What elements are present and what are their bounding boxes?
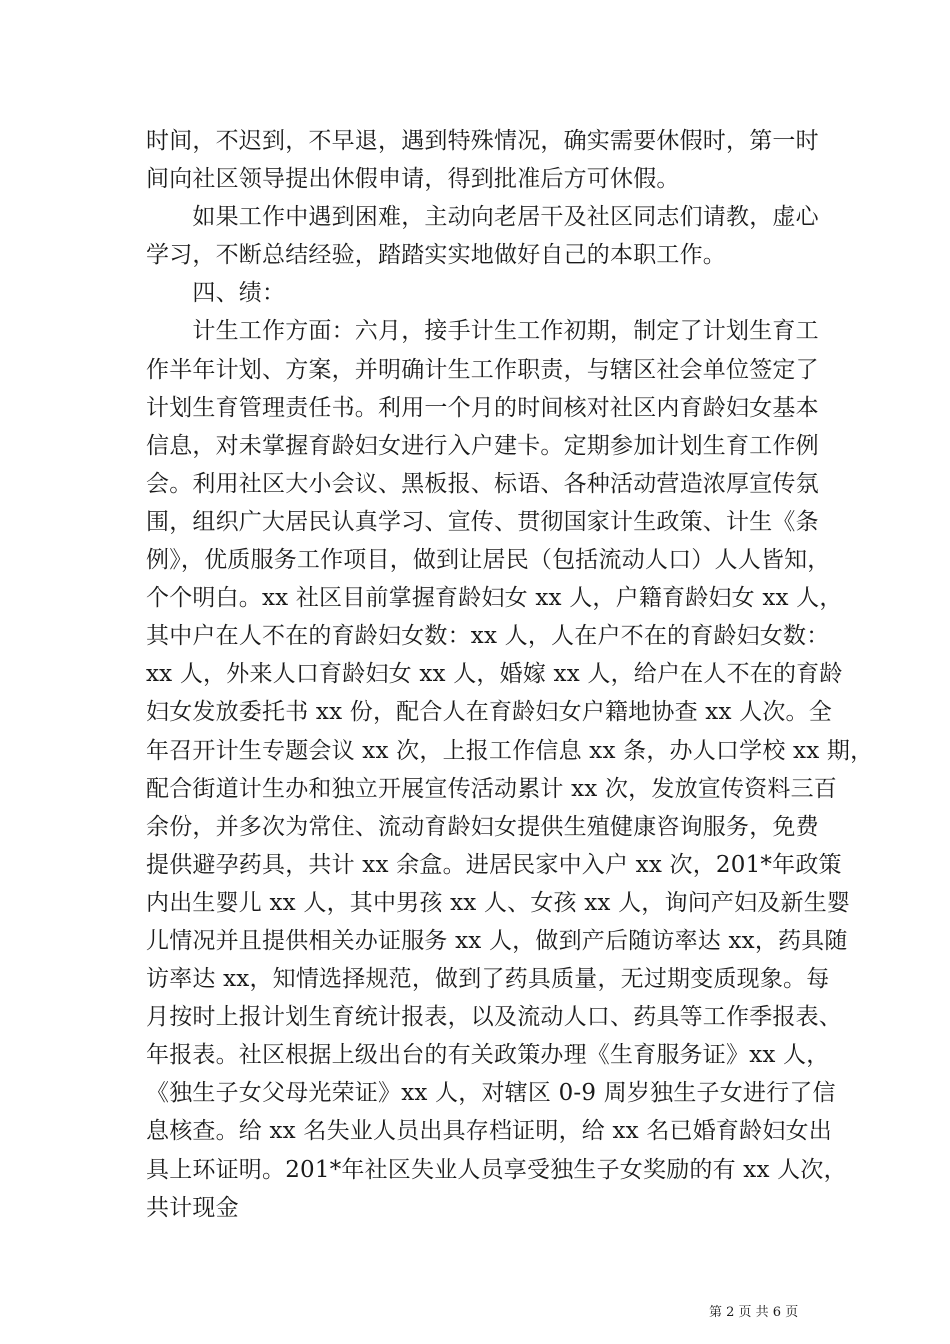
body-line: 学习，不断总结经验，踏踏实实地做好自己的本职工作。: [146, 242, 726, 269]
body-line: 信息，对未掌握育龄妇女进行入户建卡。定期参加计划生育工作例: [146, 432, 819, 459]
body-line: 年召开计生专题会议 xx 次，上报工作信息 xx 条，办人口学校 xx 期，: [146, 737, 874, 764]
body-line: 访率达 xx，知情选择规范，做到了药具质量，无过期变质现象。每: [146, 966, 830, 993]
body-line: 个个明白。xx 社区目前掌握育龄妇女 xx 人，户籍育龄妇女 xx 人，: [146, 585, 843, 612]
body-line: 余份，并多次为常住、流动育龄妇女提供生殖健康咨询服务，免费: [146, 813, 819, 840]
body-line: 间向社区领导提出休假申请，得到批准后方可休假。: [146, 166, 680, 193]
body-line: 月按时上报计划生育统计报表，以及流动人口、药具等工作季报表、: [146, 1004, 842, 1031]
body-line: 时间，不迟到，不早退，遇到特殊情况，确实需要休假时，第一时: [146, 128, 819, 154]
page-number: 第 2 页 共 6 页: [709, 1305, 799, 1320]
body-line: 提供避孕药具，共计 xx 余盒。进居民家中入户 xx 次，201*年政策: [146, 851, 842, 878]
body-line: 会。利用社区大小会议、黑板报、标语、各种活动营造浓厚宣传氛: [146, 470, 819, 497]
body-line: 例》，优质服务工作项目，做到让居民（包括流动人口）人人皆知，: [146, 547, 831, 574]
body-line: xx 人，外来人口育龄妇女 xx 人，婚嫁 xx 人，给户在人不在的育龄: [146, 661, 843, 688]
body-line: 《独生子女父母光荣证》xx 人，对辖区 0-9 周岁独生子女进行了信: [146, 1080, 836, 1107]
body-line: 具上环证明。201*年社区失业人员享受独生子女奖励的有 xx 人次，: [146, 1156, 847, 1183]
body-line: 配合街道计生办和独立开展宣传活动累计 xx 次，发放宣传资料三百: [146, 775, 837, 802]
body-line: 计划生育管理责任书。利用一个月的时间核对社区内育龄妇女基本: [146, 394, 819, 421]
body-line: 息核查。给 xx 名失业人员出具存档证明，给 xx 名已婚育龄妇女出: [146, 1118, 832, 1145]
section-heading: 四、绩：: [146, 280, 286, 307]
body-line: 儿情况并且提供相关办证服务 xx 人，做到产后随访率达 xx，药具随: [146, 927, 848, 954]
body-line: 妇女发放委托书 xx 份，配合人在育龄妇女户籍地协查 xx 人次。全: [146, 699, 832, 726]
body-line: 围，组织广大居民认真学习、宣传、贯彻国家计生政策、计生《条: [146, 508, 819, 535]
body-line: 共计现金: [146, 1194, 239, 1221]
body-line: 作半年计划、方案，并明确计生工作职责，与辖区社会单位签定了: [146, 356, 819, 383]
body-line: 计生工作方面：六月，接手计生工作初期，制定了计划生育工: [146, 318, 819, 345]
document-body: [146, 122, 874, 1227]
body-line: 年报表。社区根据上级出台的有关政策办理《生育服务证》xx 人，: [146, 1042, 830, 1069]
body-line: 其中户在人不在的育龄妇女数：xx 人，人在户不在的育龄妇女数：: [146, 623, 830, 650]
body-line: 内出生婴儿 xx 人，其中男孩 xx 人、女孩 xx 人，询问产妇及新生婴: [146, 889, 851, 916]
body-line: 如果工作中遇到困难，主动向老居干及社区同志们请教，虚心: [146, 204, 819, 231]
